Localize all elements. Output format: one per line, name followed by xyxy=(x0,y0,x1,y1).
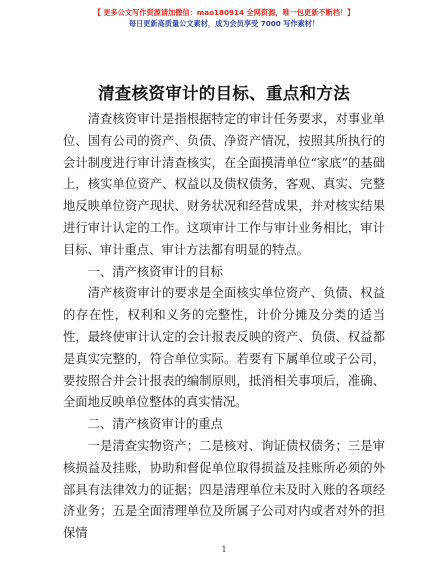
page-number: 1 xyxy=(221,545,227,554)
document-title: 清查核资审计的目标、重点和方法 xyxy=(98,84,350,103)
promo-banner-line-1: 【 更多公文写作资源请加微信：mao180914 全网资源，唯一包更新不断档！】 xyxy=(93,8,355,17)
promo-banner xyxy=(0,7,448,29)
paragraph-goals: 清产核资审计的要求是全面核实单位资产、负债、权益的存在性，权利和义务的完整性，计价分摊及分类的适当性，最终使审计认定的会计报表反映的资产、负债、权益都是真实完整的，符合单位实际。若要有下属单位或子公司，要按照合并会计报表的编制原则，抵消相关事项后，准确、全面地反映单位整体的真实情况。 xyxy=(63,286,385,410)
section-heading-goals: 一、清产核资审计的目标 xyxy=(87,264,223,279)
promo-banner-line-2: 每日更新高质量公文素材，成为会员享受 7000 写作素材！ xyxy=(128,19,320,28)
paragraph-focus: 一是清查实物资产；二是核对、询证债权债务；三是审核损益及挂账，协助和督促单位取得损益及挂账所必须的外部具有法律效力的证据；四是清理单位未及时入账的各项经济业务；五是全面清理单位及所属子公司对内或者对外的担保情 xyxy=(63,438,385,541)
paragraph-intro: 清查核资审计是指根据特定的审计任务要求，对事业单位、国有公司的资产、负债、净资产情况，按照其所执行的会计制度进行审计清查核实，在全面摸清单位“家底”的基础上，核实单位资产、权益以及债权债务，客观、真实、完整地反映单位资产现状、财务状况和经营成果，并对核实结果进行审计认定的工作。这项审计工作与审计业务相比，审计目标、审计重点、审计方法都有明显的特点。 xyxy=(63,112,385,257)
document-body xyxy=(63,109,385,545)
section-heading-focus: 二、清产核资审计的重点 xyxy=(87,417,223,432)
